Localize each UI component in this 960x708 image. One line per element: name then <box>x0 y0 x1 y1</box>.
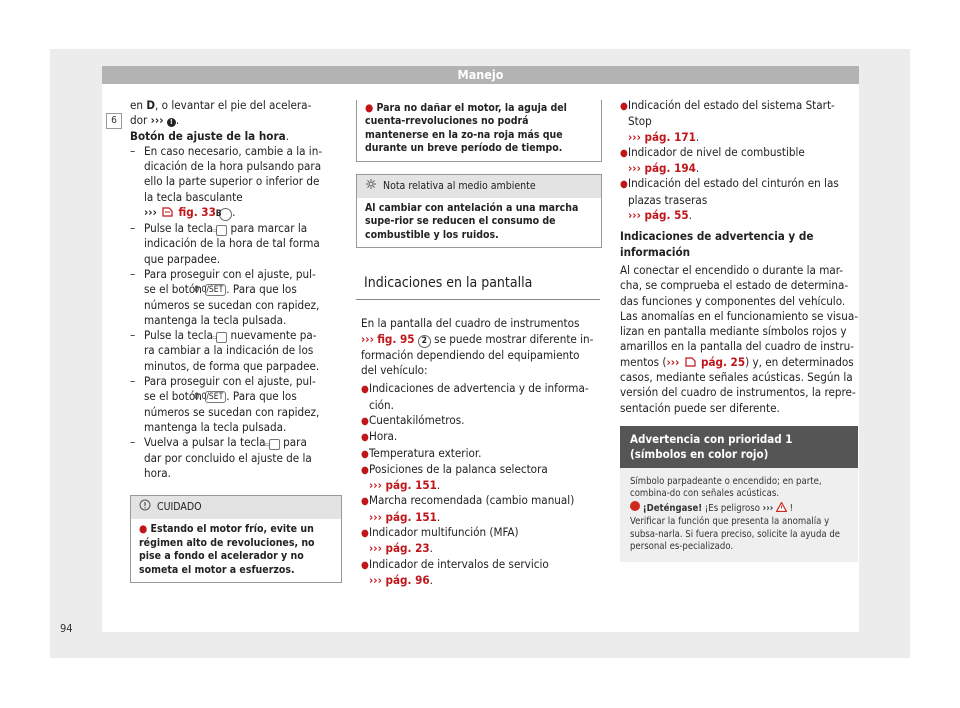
environment-header <box>357 175 601 198</box>
motor-note-box <box>356 100 602 162</box>
list-item: ●Indicador de intervalos de servicio ››› pág. 96. <box>361 556 549 587</box>
boton-heading: Botón de ajuste de la hora. <box>130 128 289 143</box>
status-list <box>620 98 858 223</box>
environment-title: Nota relativa al medio ambiente <box>383 179 536 192</box>
bullet-icon: ● <box>361 415 369 427</box>
column-middle <box>356 100 600 588</box>
set-key: 0.0/SET <box>205 284 226 296</box>
priority-warning-body: Símbolo parpadeante o encendido; en parte, combina-do con señales acústicas. ¡Deténgase! ¡Es peligroso ››› ! Verificar la función que presenta la anomalía y subsa-narla. Si fuera preciso, solicite la ayuda de personal es-pecializado. <box>630 475 841 553</box>
bullet-icon: ● <box>620 179 628 191</box>
bullet-icon: ● <box>361 448 369 460</box>
warning-triangle-icon <box>776 502 787 517</box>
list-item: ●Temperatura exterior. <box>361 446 600 462</box>
environment-box <box>356 174 602 249</box>
step-3: – Para proseguir con el ajuste, pul- se el botón 0.0/SET . Para que los números se sucedan con rapidez, mantenga la tecla pulsada. <box>130 266 320 327</box>
caution-title: CUIDADO <box>157 501 202 514</box>
bullet-icon: ● <box>620 147 628 159</box>
callout-b: B <box>219 208 232 221</box>
column-left <box>130 98 340 583</box>
column-right <box>620 98 858 562</box>
caution-body: ● Estando el motor frío, evite un régimen alto de revoluciones, no pise a fondo el acelerador y no someta el motor a esfuerzos. <box>139 523 315 576</box>
step-1: – En caso necesario, cambie a la in- dicación de la hora pulsando para ello la parte superior o inferior de la tecla basculante ››› fig. 33 B . <box>130 143 323 220</box>
page-number: 94 <box>60 622 73 635</box>
caution-box <box>130 495 342 583</box>
list-item: ●Indicación del estado del sistema Start-Stop ››› pág. 171. <box>620 98 835 144</box>
list-item: ●Marcha recomendada (cambio manual) ››› pág. 151. <box>361 493 575 524</box>
pag-25-link[interactable]: pág. 25 <box>701 354 746 369</box>
page-ref-link[interactable]: pág. 151 <box>385 478 437 493</box>
bullet-icon: ● <box>361 464 369 476</box>
bullet-icon: ● <box>361 528 369 539</box>
list-item: ●Indicador de nivel de combustible ››› pág. 194. <box>620 144 805 176</box>
page-ref-link[interactable]: pág. 151 <box>385 509 437 524</box>
item-marker-6: 6 <box>106 113 122 129</box>
display-intro: En la pantalla del cuadro de instrumentos ››› fig. 95 2 se puede mostrar diferente in- formación dependiendo del equipamiento del vehículo: <box>361 316 594 378</box>
caution-icon <box>139 499 151 516</box>
figure-link-icon <box>161 206 174 217</box>
list-item: ●Posiciones de la palanca selectora ››› pág. 151. <box>361 461 548 493</box>
bullet-icon: ● <box>361 496 369 508</box>
figure-link-icon <box>684 356 697 367</box>
bullet-icon: ● <box>361 432 369 444</box>
list-item: ●Cuentakilómetros. <box>361 413 600 429</box>
leaf-icon <box>365 178 377 195</box>
bullet-icon: ● <box>620 101 628 112</box>
page-ref-link[interactable]: pág. 23 <box>385 541 430 556</box>
warning-paragraph: Al conectar el encendido o durante la mar-cha, se comprueba el estado de determina-das funciones y componentes del vehículo. Las anomalías en el funcionamiento se visua-lizan en pantalla mediante símbolos rojos y amarillos en la pantalla del cuadro de instru-mentos (››› pág. 25) y, en determinados casos, mediante señales acústicas. Según la versión del cuadro de instrumentos, la repre-sentación puede ser diferente. <box>620 262 859 415</box>
page-ref-link[interactable]: pág. 96 <box>385 572 430 587</box>
step-2: – Pulse la tecla ▭ para marcar la indicación de la hora de tal forma que parpadee. <box>130 221 320 266</box>
priority-warning-title: Advertencia con prioridad 1 (símbolos en color rojo) <box>620 426 858 468</box>
step-6: – Vuelva a pulsar la tecla ▭ para dar por concluido el ajuste de la hora. <box>130 435 312 480</box>
list-item: ●Hora. <box>361 429 600 445</box>
warning-subhead: Indicaciones de advertencia y de información <box>620 229 814 259</box>
page-ref-link[interactable]: pág. 171 <box>644 129 696 144</box>
caution-header <box>131 496 341 519</box>
section-header <box>356 276 600 300</box>
list-item: ●Indicador multifunción (MFA) ››› pág. 23. <box>361 525 519 556</box>
section-title: Indicaciones en la pantalla <box>364 275 533 292</box>
list-item: ●Indicación del estado del cinturón en las plazas traseras ››› pág. 55. <box>620 176 839 223</box>
display-list <box>361 381 600 588</box>
intro-text: en D, o levantar el pie del acelera- dor ››› ! . <box>130 98 312 128</box>
mode-key-icon: ▭ <box>216 225 227 236</box>
step-5: – Para proseguir con el ajuste, pul- se el botón 0.0/SET . Para que los números se sucedan con rapidez, mantenga la tecla pulsada. <box>130 374 320 434</box>
list-item: ●Indicaciones de advertencia y de informa-ción. <box>361 381 589 412</box>
page-ref-link[interactable]: pág. 194 <box>644 161 696 176</box>
bullet-icon: ● <box>361 384 369 396</box>
priority-warning-box <box>620 426 858 562</box>
fig-33-link[interactable]: fig. 33 <box>178 205 216 220</box>
page-ref-link[interactable]: pág. 55 <box>644 208 689 223</box>
motor-note-text: ● Para no dañar el motor, la aguja del cuenta-rrevoluciones no podrá mantenerse en la zo-na roja más que durante un breve período de tiempo. <box>365 102 567 155</box>
mode-key-icon: ▭ <box>269 439 280 450</box>
warning-dot-icon: ! <box>167 118 176 127</box>
page-header: Manejo <box>102 66 859 84</box>
set-key: 0.0/SET <box>205 391 226 403</box>
fig-95-link[interactable]: fig. 95 <box>377 331 415 346</box>
environment-text: Al cambiar con antelación a una marcha supe-rior se reducen el consumo de combustible y los ruidos. <box>365 201 579 241</box>
step-4: – Pulse la tecla ▭ nuevamente pa- ra cambiar a la indicación de los minutos, de forma que parpadee. <box>130 328 320 373</box>
callout-2: 2 <box>418 335 431 348</box>
red-warning-icon <box>630 501 640 511</box>
bullet-icon: ● <box>361 559 369 571</box>
display-text <box>356 316 600 588</box>
mode-key-icon: ▭ <box>216 332 227 343</box>
